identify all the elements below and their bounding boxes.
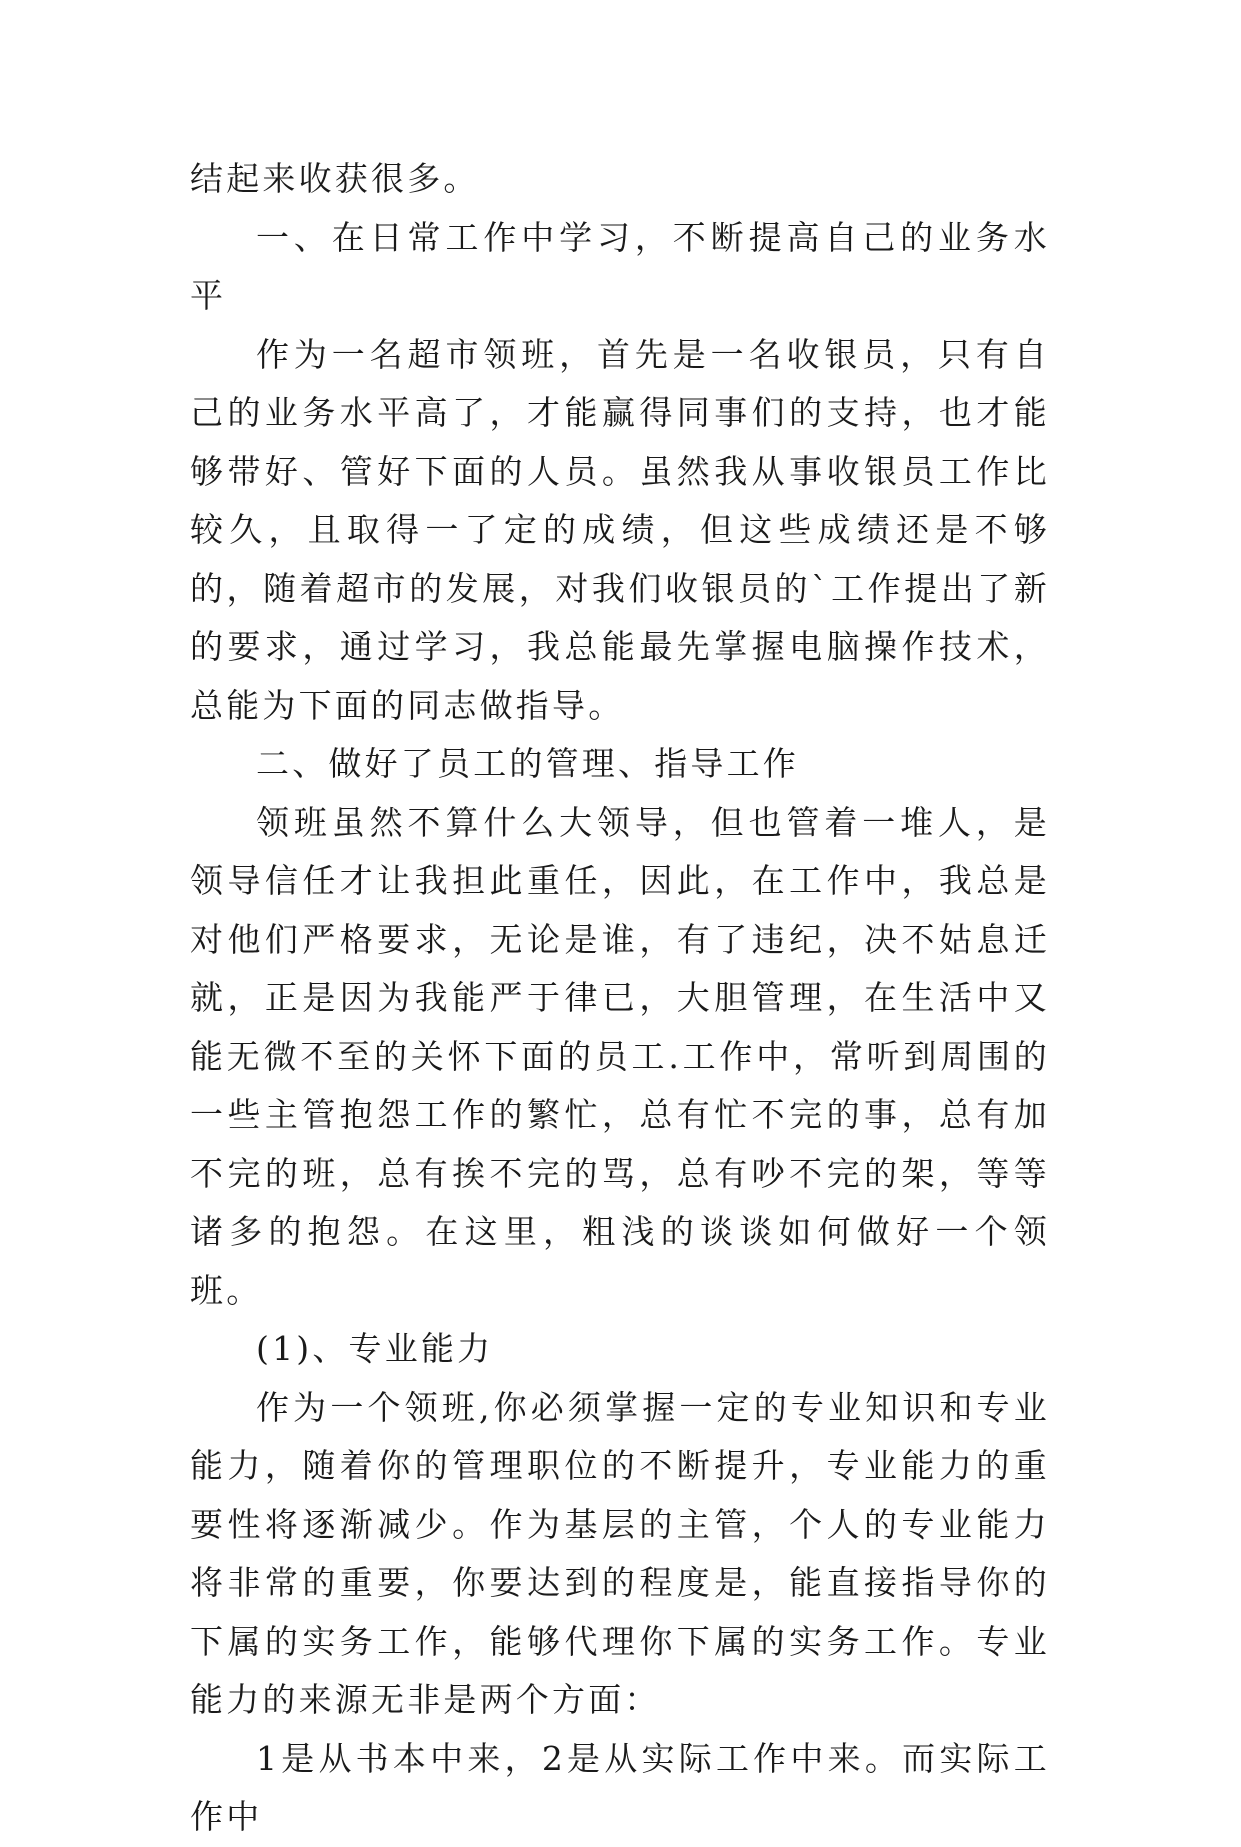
- paragraph: 作为一名超市领班，首先是一名收银员，只有自己的业务水平高了，才能赢得同事们的支持，也才能够带好、管好下面的人员。虽然我从事收银员工作比较久，且取得一了定的成绩，但这些成绩还是不够的，随着超市的发展，对我们收银员的`工作提出了新的要求，通过学习，我总能最先掌握电脑操作技术，总能为下面的同志做指导。: [190, 334, 1050, 725]
- paragraph: 领班虽然不算什么大领导，但也管着一堆人，是领导信任才让我担此重任，因此，在工作中，我总是对他们严格要求，无论是谁，有了违纪，决不姑息迁就，正是因为我能严于律已，大胆管理，在生活中又能无微不至的关怀下面的员工.工作中，常听到周围的一些主管抱怨工作的繁忙，总有忙不完的事，总有加不完的班，总有挨不完的骂，总有吵不完的架，等等诸多的抱怨。在这里，粗浅的谈谈如何做好一个领班。: [190, 802, 1050, 1310]
- paragraph: 1是从书本中来，2是从实际工作中来。而实际工作中: [190, 1738, 1050, 1836]
- section-heading-2: 二、做好了员工的管理、指导工作: [256, 744, 799, 783]
- paragraph-continuation: 结起来收获很多。: [190, 159, 480, 198]
- section-heading-1: 一、在日常工作中学习，不断提高自己的业务水平: [190, 217, 1050, 315]
- subsection-heading-1: (1)、专业能力: [256, 1329, 494, 1368]
- document-body: [190, 150, 1050, 1847]
- paragraph: 作为一个领班,你必须掌握一定的专业知识和专业能力，随着你的管理职位的不断提升，专业能力的重要性将逐渐减少。作为基层的主管，个人的专业能力将非常的重要，你要达到的程度是，能直接指导你的下属的实务工作，能够代理你下属的实务工作。专业能力的来源无非是两个方面：: [190, 1387, 1050, 1719]
